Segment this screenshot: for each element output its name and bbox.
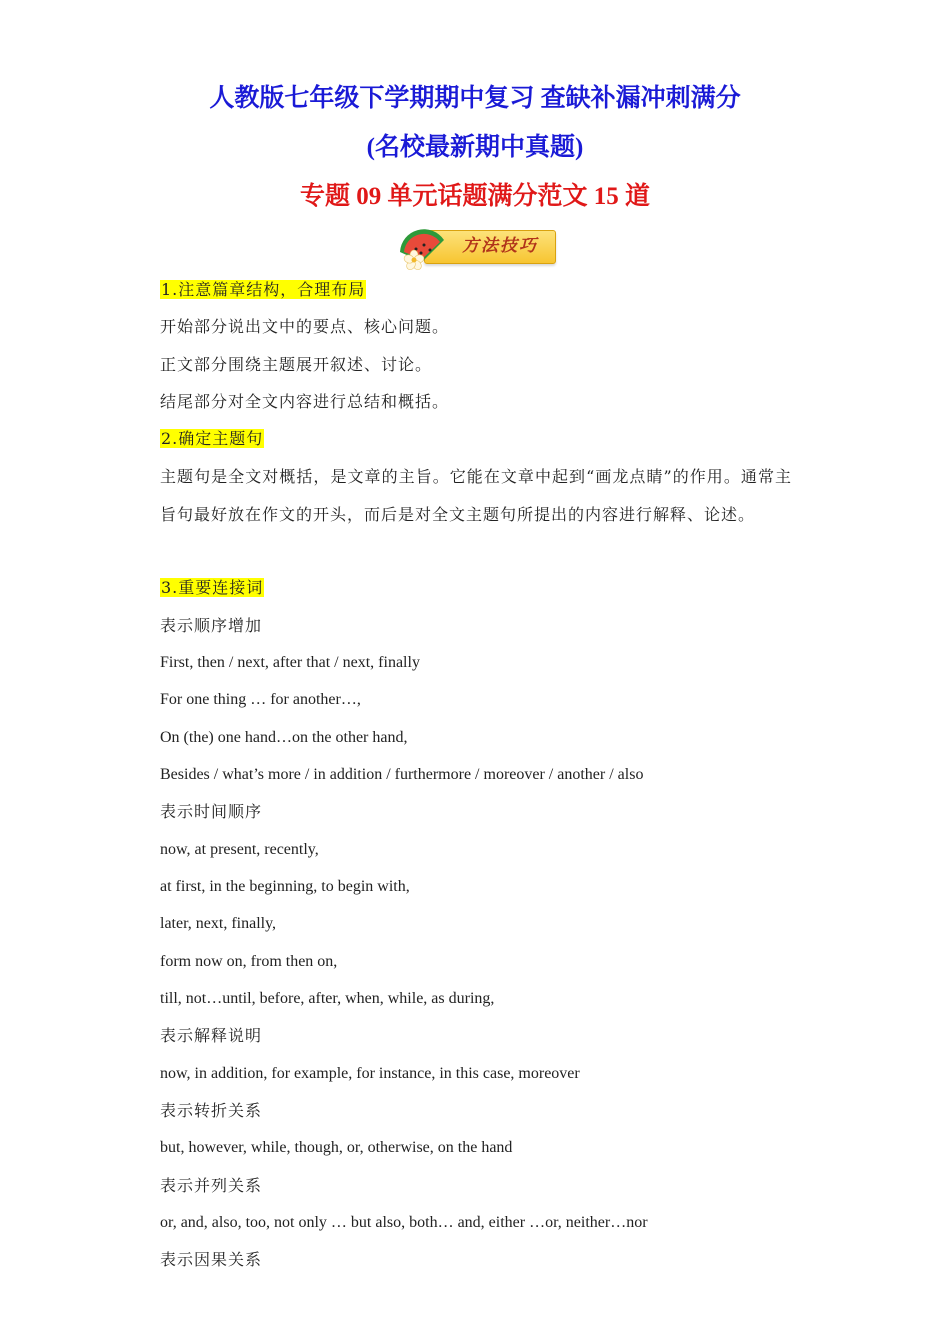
- section-2-heading-text: 2.确定主题句: [161, 429, 264, 448]
- connector-line: First, then / next, after that / next, finally: [160, 654, 420, 671]
- subheading-contrast: 表示转折关系: [160, 1101, 263, 1120]
- subheading-sequence: 表示顺序增加: [160, 616, 263, 635]
- subheading-parallel: 表示并列关系: [160, 1176, 263, 1195]
- connector-line: or, and, also, too, not only … but also, both… and, either …or, neither…nor: [160, 1214, 648, 1231]
- connector-line: For one thing … for another…,: [160, 691, 361, 708]
- subheading-time-order: 表示时间顺序: [160, 802, 263, 821]
- connector-line: but, however, while, though, or, otherwise, on the hand: [160, 1139, 513, 1156]
- section-1-heading-text: 1.注意篇章结构，合理布局: [161, 280, 366, 299]
- title-line-3: 专题 09 单元话题满分范文 15 道: [299, 183, 650, 210]
- connector-line: On (the) one hand…on the other hand,: [160, 729, 408, 746]
- connector-line: form now on, from then on,: [160, 953, 338, 970]
- section-2-paragraph: 主题句是全文对概括，是文章的主旨。它能在文章中起到“画龙点睛”的作用。通常主旨句最好放在作文的开头，而后是对全文主题句所提出的内容进行解释、论述。: [160, 467, 792, 524]
- section-1-heading: [160, 279, 366, 301]
- connector-line: Besides / what’s more / in addition / furthermore / moreover / another / also: [160, 766, 644, 783]
- title-line-2: (名校最新期中真题): [366, 134, 584, 161]
- connector-line: at first, in the beginning, to begin with,: [160, 878, 410, 895]
- section-1-line-1: 开始部分说出文中的要点、核心问题。: [160, 317, 450, 336]
- connector-line: till, not…until, before, after, when, while, as during,: [160, 990, 495, 1007]
- method-tips-badge: [394, 222, 558, 270]
- connector-line: now, at present, recently,: [160, 841, 319, 858]
- watermelon-flower-icon: [394, 222, 454, 270]
- subheading-explanation: 表示解释说明: [160, 1026, 263, 1045]
- section-3-heading: [160, 577, 264, 599]
- subheading-cause-effect: 表示因果关系: [160, 1250, 263, 1269]
- section-1-line-3: 结尾部分对全文内容进行总结和概括。: [160, 392, 450, 411]
- connector-line: now, in addition, for example, for instance, in this case, moreover: [160, 1065, 580, 1082]
- section-1-line-2: 正文部分围绕主题展开叙述、讨论。: [160, 355, 433, 374]
- title-line-1: 人教版七年级下学期期中复习 查缺补漏冲刺满分: [209, 85, 741, 112]
- badge-label: 方法技巧: [462, 236, 538, 256]
- section-2-heading: [160, 428, 264, 450]
- section-3-heading-text: 3.重要连接词: [161, 578, 264, 597]
- connector-line: later, next, finally,: [160, 915, 277, 932]
